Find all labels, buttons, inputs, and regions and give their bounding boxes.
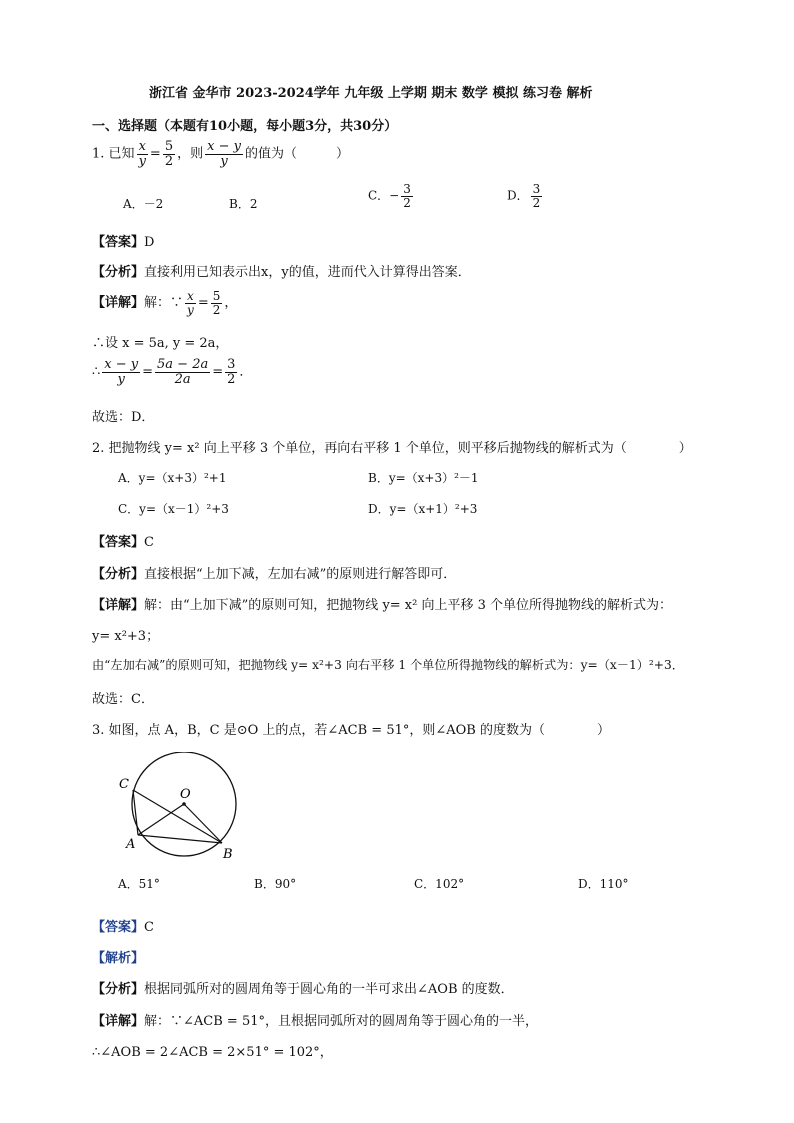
q1-answer: 【答案】D [92,235,155,250]
question-number: 1. [92,146,105,162]
label-a: A [126,837,136,852]
fraction-x-over-y: $\frac{x}{y}$ [138,139,146,169]
q2-option-b: B．y=（x+3）²－1 [368,471,479,485]
circle-diagram [112,752,252,864]
center-point-o [182,802,186,806]
question-3-stem: 3. 如图，点 A，B，C 是⊙O 上的点，若∠ACB = 51°，则∠AOB 的度数为（ ） [92,723,610,738]
label-b: B [223,847,233,862]
q3-detail-1: 【详解】解：∵∠ACB = 51°，且根据同弧所对的圆周角等于圆心角的一半， [92,1014,538,1029]
fraction-x-minus-y-over-y: $\frac{x - y}{y}$ [207,139,241,169]
q2-conclusion: 故选：C． [92,692,154,707]
q1-option-c: C．− $\frac{3}{2}$ [368,182,411,210]
label-o: O [180,787,191,802]
q1-step-3: ∴ $\frac{x - y}{y}$ = $\frac{5a - 2a}{2a}$ = $\frac{3}{2}$ ． [92,357,253,387]
q1-detail: 【详解】解：∵ $\frac{x}{y}$ = $\frac{5}{2}$ ， [92,289,238,317]
q2-answer: 【答案】C [92,535,154,550]
q3-analysis: 【分析】根据同弧所对的圆周角等于圆心角的一半可求出∠AOB 的度数． [92,982,514,997]
question-1-stem: 1. 已知 $\frac{x}{y}$ = $\frac{5}{2}$ ，则 $\frac{x - y}{y}$ 的值为（ ） [92,139,349,169]
q2-option-a: A．y=（x+3）²+1 [118,471,227,485]
q3-option-c: C．102° [414,877,465,891]
q3-jiexi-heading: 【解析】 [92,951,145,966]
q2-option-d: D．y=（x+1）²+3 [368,502,478,516]
q1-step-2: ∴设 x = 5a, y = 2a， [92,336,229,351]
q3-option-b: B．90° [254,877,297,891]
q3-option-a: A．51° [118,877,160,891]
segment-ca [133,790,138,835]
q3-option-d: D．110° [578,877,629,891]
question-2-stem: 2. 把抛物线 y= x² 向上平移 3 个单位，再向右平移 1 个单位，则平移后抛物线的解析式为（ ） [92,441,692,456]
q1-conclusion: 故选：D． [92,410,155,425]
segment-ao [138,804,184,835]
q1-analysis: 【分析】直接利用已知表示出x，y的值，进而代入计算得出答案． [92,265,471,280]
segment-ab [138,835,222,843]
q2-detail-2: y= x²+3； [92,629,160,644]
q2-option-c: C．y=（x－1）²+3 [118,502,229,516]
q2-analysis: 【分析】直接根据“上加下减，左加右减”的原则进行解答即可． [92,567,457,582]
fraction-5-over-2: $\frac{5}{2}$ [164,139,174,169]
q2-detail-1: 【详解】解：由“上加下减”的原则可知，把抛物线 y= x² 向上平移 3 个单位所得抛物线的解析式为： [92,598,673,613]
segment-cb [133,790,222,843]
section-heading: 一、选择题（本题有10小题，每小题3分，共30分） [92,119,398,134]
q1-option-b: B．2 [229,197,258,211]
q3-detail-2: ∴∠AOB = 2∠ACB = 2×51° = 102°， [92,1045,333,1060]
q2-detail-3: 由“左加右减”的原则可知，把抛物线 y= x²+3 向右平移 1 个单位所得抛物线的解析式为：y=（x－1）²+3． [92,658,684,672]
label-c: C [119,777,129,792]
q1-option-d: D． $\frac{3}{2}$ [507,182,541,210]
q1-option-a: A．－2 [123,197,164,211]
page-title: 浙江省 金华市 2023-2024学年 九年级 上学期 期末 数学 模拟 练习卷 解析 [149,86,593,101]
q3-answer: 【答案】C [92,920,154,935]
